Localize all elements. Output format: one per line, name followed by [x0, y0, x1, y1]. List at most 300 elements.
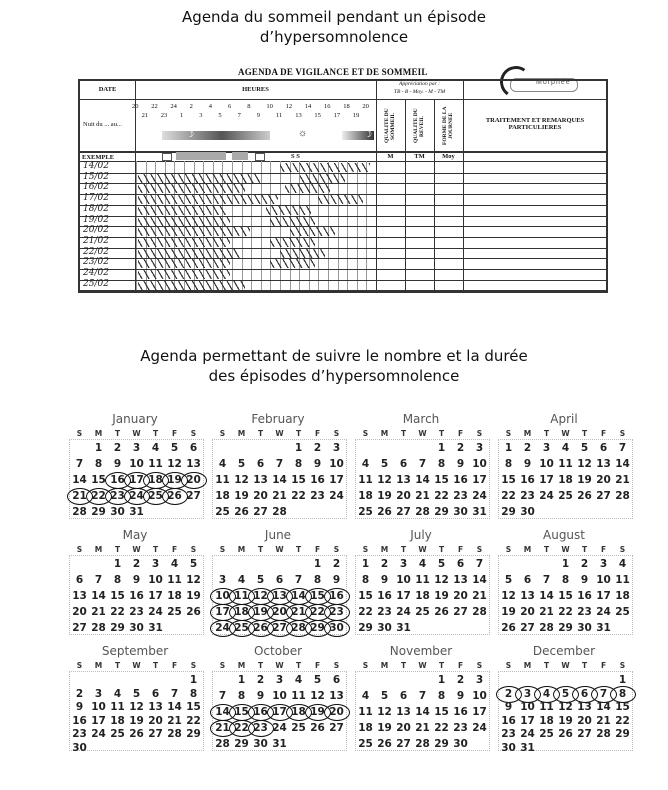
calendar-day: 30	[253, 738, 268, 750]
circled-day: 20	[270, 606, 289, 618]
calendar-day: 21	[272, 490, 287, 502]
circled-day: 22	[232, 722, 251, 734]
month-name: February	[251, 412, 305, 426]
calendar-day: 25	[167, 606, 182, 618]
calendar-day: 10	[596, 574, 611, 586]
calendar-day: 27	[396, 506, 411, 518]
weekday-header: W	[132, 429, 141, 438]
calendar-day: 16	[520, 474, 535, 486]
calendar-day: 26	[310, 722, 325, 734]
circled-day: 30	[327, 622, 346, 634]
calendar-day: 29	[501, 506, 516, 518]
month-january	[66, 412, 204, 522]
calendar-day: 22	[434, 722, 449, 734]
calendar-day: 9	[456, 690, 465, 702]
calendar-day: 5	[437, 558, 446, 570]
agenda-table	[78, 79, 608, 293]
sleep-hatch	[138, 217, 230, 226]
calendar-day: 28	[615, 490, 630, 502]
weekday-header: S	[476, 429, 483, 438]
calendar-day: 5	[237, 458, 246, 470]
hour-label: 24	[170, 103, 177, 110]
weekday-header: W	[561, 661, 570, 670]
calendar-day: 14	[539, 590, 554, 602]
calendar-day: 14	[72, 474, 87, 486]
calendar-day: 28	[415, 506, 430, 518]
month-october	[209, 644, 347, 754]
weekday-header: W	[275, 545, 284, 554]
month-name: March	[402, 412, 440, 426]
date-header: DATE	[98, 86, 117, 93]
calendar-day: 11	[615, 574, 630, 586]
calendar-day: 25	[539, 728, 554, 740]
calendar-day: 5	[380, 690, 389, 702]
calendar-day: 26	[501, 622, 516, 634]
weekday-header: T	[543, 429, 550, 438]
calendar-day: 24	[329, 490, 344, 502]
sleep-hatch	[138, 238, 230, 247]
weekday-header: W	[275, 661, 284, 670]
calendar-day: 21	[596, 714, 611, 727]
weekday-header: S	[76, 429, 83, 438]
calendar-day: 15	[110, 590, 125, 602]
sleep-hatch	[138, 195, 278, 204]
calendar-day: 5	[580, 442, 589, 454]
weekday-header: W	[132, 661, 141, 670]
month-name: June	[264, 528, 292, 542]
calendar-day: 6	[599, 442, 608, 454]
calendar-day: 7	[75, 458, 84, 470]
circled-day: 19	[165, 474, 184, 486]
weekday-header: S	[190, 429, 197, 438]
calendar-day: 17	[520, 714, 535, 727]
weekday-header: T	[152, 429, 159, 438]
calendar-day: 8	[437, 690, 446, 702]
calendar-day: 2	[75, 687, 84, 700]
calendar-day: 22	[434, 490, 449, 502]
circled-day: 25	[146, 490, 165, 502]
calendar-day: 1	[561, 558, 570, 570]
calendar-day: 6	[151, 687, 160, 700]
circled-day: 16	[251, 706, 270, 718]
calendar-day: 13	[577, 701, 592, 713]
calendar-day: 4	[294, 674, 303, 686]
circled-day: 13	[270, 590, 289, 602]
calendar-day: 6	[256, 458, 265, 470]
calendar-day: 27	[396, 738, 411, 750]
calendar-day: 9	[380, 574, 389, 586]
circled-day: 17	[270, 706, 289, 718]
calendar-day: 27	[596, 490, 611, 502]
treatment-header: TRAITEMENT ET REMARQUES PARTICULIERES	[485, 117, 585, 131]
calendar-day: 9	[313, 458, 322, 470]
calendar-day: 21	[539, 606, 554, 618]
calendar-day: 15	[291, 474, 306, 486]
circled-day: 18	[146, 474, 165, 486]
calendar-day: 3	[275, 674, 284, 686]
calendar-day: 9	[75, 701, 84, 713]
sleep-hatch	[138, 270, 230, 279]
bed-icon	[162, 153, 172, 161]
weekday-header: S	[476, 545, 483, 554]
calendar-day: 2	[456, 674, 465, 686]
calendar-day: 18	[558, 474, 573, 486]
weekday-header: T	[295, 545, 302, 554]
weekday-header: M	[380, 429, 389, 438]
hours-header: HEURES	[242, 86, 269, 93]
month-name: October	[253, 644, 303, 658]
weekday-header: T	[438, 429, 445, 438]
calendar-day: 24	[472, 490, 487, 502]
calendar-day: 16	[453, 474, 468, 486]
calendar-day: 2	[313, 442, 322, 454]
weekday-header: F	[314, 429, 321, 438]
calendar-day: 7	[218, 690, 227, 702]
calendar-day: 8	[294, 458, 303, 470]
hour-label: 18	[343, 103, 350, 110]
circled-day: 17	[127, 474, 146, 486]
hour-label: 6	[228, 103, 232, 110]
calendar-day: 7	[94, 574, 103, 586]
calendar-day: 31	[129, 506, 144, 518]
calendar-day: 3	[399, 558, 408, 570]
calendar-day: 18	[539, 714, 554, 727]
sleep-hatch	[300, 174, 345, 183]
month-name: December	[532, 644, 596, 658]
calendar-day: 21	[167, 714, 182, 727]
calendar-day: 11	[415, 574, 430, 586]
calendar-day: 26	[558, 728, 573, 740]
calendar-day: 14	[272, 474, 287, 486]
calendar-day: 13	[148, 701, 163, 713]
bottom-title-line1: Agenda permettant de suivre le nombre et la durée	[140, 347, 528, 365]
calendar-day: 11	[358, 706, 373, 718]
calendar-day: 8	[189, 687, 198, 700]
hour-label: 4	[208, 103, 213, 110]
weekday-header: S	[505, 545, 512, 554]
calendar-day: 9	[456, 458, 465, 470]
weekday-header: T	[543, 661, 550, 670]
weekday-header: F	[600, 429, 607, 438]
hour-label: 9	[256, 112, 261, 119]
col-divider	[463, 81, 464, 291]
calendar-day: 10	[539, 458, 554, 470]
calendar-day: 31	[596, 622, 611, 634]
sleep-hatch	[138, 249, 240, 258]
calendar-day: 11	[358, 474, 373, 486]
calendar-day: 17	[396, 590, 411, 602]
calendar-day: 31	[272, 738, 287, 750]
weekday-header: M	[237, 545, 246, 554]
calendar-day: 19	[577, 474, 592, 486]
calendar-day: 26	[186, 606, 201, 618]
night-gradient-mid	[222, 131, 270, 140]
calendar-day: 24	[596, 606, 611, 618]
calendar-day: 30	[129, 622, 144, 634]
hours-column-divider	[376, 81, 377, 291]
calendar-day: 20	[520, 606, 535, 618]
calendar-day: 18	[215, 490, 230, 502]
month-july	[352, 528, 490, 638]
calendar-day: 19	[558, 714, 573, 727]
calendar-day: 6	[456, 558, 465, 570]
weekday-header: M	[380, 545, 389, 554]
calendar-day: 27	[148, 728, 163, 740]
circled-day: 23	[108, 490, 127, 502]
appreciation-header: Appréciation par :	[399, 81, 440, 87]
row-divider	[80, 161, 606, 162]
calendar-day: 5	[170, 442, 179, 454]
calendar-day: 26	[377, 506, 392, 518]
sun-icon: ☼	[298, 128, 308, 139]
circled-day: 20	[184, 474, 203, 486]
circled-day: 16	[108, 474, 127, 486]
weekday-header: W	[418, 429, 427, 438]
calendar-day: 18	[358, 722, 373, 734]
hour-label: 13	[295, 112, 302, 119]
calendar-day: 11	[291, 690, 306, 702]
example-wake-quality: TM	[414, 153, 425, 160]
bottom-figure-title	[0, 346, 668, 386]
weekday-header: S	[333, 661, 340, 670]
calendar-day: 4	[151, 442, 160, 454]
calendar-day: 13	[453, 574, 468, 586]
circled-day: 27	[270, 622, 289, 634]
month-august	[495, 528, 633, 638]
calendar-day: 30	[453, 738, 468, 750]
weekday-header: F	[600, 545, 607, 554]
calendar-day: 4	[361, 458, 370, 470]
calendar-day: 12	[434, 574, 449, 586]
calendar-day: 27	[577, 728, 592, 740]
weekday-header: S	[362, 545, 369, 554]
weekday-header: M	[94, 545, 103, 554]
calendar-day: 16	[72, 714, 87, 727]
example-sleep-bar	[176, 152, 226, 160]
weekday-header: T	[152, 545, 159, 554]
circled-day: 25	[232, 622, 251, 634]
calendar-day: 22	[291, 490, 306, 502]
calendar-day: 12	[234, 474, 249, 486]
calendar-day: 1	[618, 674, 627, 686]
hour-label: 5	[218, 112, 222, 119]
month-name: January	[112, 412, 158, 426]
hour-label: 14	[304, 103, 312, 110]
circled-day: 15	[308, 590, 327, 602]
sleep-hatch	[138, 259, 230, 268]
calendar-day: 18	[415, 590, 430, 602]
calendar-day: 18	[615, 590, 630, 602]
sleep-hatch	[290, 227, 335, 236]
weekday-header: T	[400, 545, 407, 554]
calendar-day: 11	[558, 458, 573, 470]
calendar-day: 3	[542, 442, 551, 454]
calendar-day: 28	[167, 728, 182, 740]
weekday-header: M	[237, 661, 246, 670]
calendar-day: 24	[148, 606, 163, 618]
hour-label: 3	[199, 112, 203, 119]
calendar-day: 5	[132, 687, 141, 700]
weekday-header: T	[400, 429, 407, 438]
weekday-header: S	[219, 545, 226, 554]
calendar-day: 14	[472, 574, 487, 586]
calendar-day: 1	[437, 674, 446, 686]
weekday-header: F	[600, 661, 607, 670]
calendar-day: 21	[415, 722, 430, 734]
top-title-line1: Agenda du sommeil pendant un épisode	[182, 8, 486, 26]
circled-day: 2	[499, 688, 518, 700]
calendar-day: 24	[272, 722, 287, 734]
calendar-day: 4	[170, 558, 179, 570]
calendar-day: 6	[399, 458, 408, 470]
circled-day: 15	[232, 706, 251, 718]
weekday-header: S	[362, 429, 369, 438]
calendar-day: 1	[237, 674, 246, 686]
calendar-day: 23	[72, 728, 87, 740]
calendar-day: 23	[129, 606, 144, 618]
weekday-header: M	[523, 661, 532, 670]
sleep-hatch	[138, 184, 245, 193]
calendar-day: 3	[132, 442, 141, 454]
calendar-day: 29	[434, 506, 449, 518]
calendar-day: 9	[113, 458, 122, 470]
hour-label: 22	[151, 103, 158, 110]
calendar-day: 31	[520, 741, 535, 754]
weekday-header: M	[237, 429, 246, 438]
agenda-row-date: 21/02	[83, 235, 109, 246]
weekday-header: T	[438, 545, 445, 554]
calendar-day: 8	[313, 574, 322, 586]
hour-label: 15	[314, 112, 321, 119]
calendar-day: 16	[129, 590, 144, 602]
calendar-day: 9	[523, 458, 532, 470]
sleep-hatch	[138, 281, 245, 290]
circled-day: 24	[213, 622, 232, 634]
calendar-day: 24	[396, 606, 411, 618]
hour-label: 17	[333, 112, 341, 119]
calendar-day: 12	[558, 701, 573, 713]
calendar-day: 29	[558, 622, 573, 634]
calendar-day: 7	[418, 458, 427, 470]
agenda-row-date: 15/02	[83, 171, 109, 182]
circled-day: 7	[594, 688, 613, 700]
month-september	[66, 644, 204, 754]
calendar-day: 2	[332, 558, 341, 570]
calendar-day: 13	[72, 590, 87, 602]
month-june	[209, 528, 347, 638]
hour-label: 20	[362, 103, 369, 110]
weekday-header: M	[94, 429, 103, 438]
calendar-day: 23	[453, 490, 468, 502]
hour-label: 11	[276, 112, 283, 119]
calendar-day: 30	[577, 622, 592, 634]
circled-day: 6	[575, 688, 594, 700]
calendar-day: 12	[186, 574, 201, 586]
calendar-day: 3	[151, 558, 160, 570]
moon-icon: ☽	[364, 129, 373, 139]
calendar-day: 1	[313, 558, 322, 570]
circled-day: 20	[327, 706, 346, 718]
calendar-day: 24	[539, 490, 554, 502]
calendar-day: 15	[91, 474, 106, 486]
circled-day: 21	[70, 490, 89, 502]
circled-day: 8	[613, 688, 632, 700]
calendar-day: 8	[113, 574, 122, 586]
calendar-day: 17	[596, 590, 611, 602]
weekday-header: F	[171, 429, 178, 438]
calendar-day: 23	[310, 490, 325, 502]
top-figure-title	[0, 7, 668, 47]
weekday-header: S	[619, 661, 626, 670]
calendar-day: 1	[94, 442, 103, 454]
calendar-day: 16	[310, 474, 325, 486]
circled-day: 10	[213, 590, 232, 602]
month-name: July	[410, 528, 432, 542]
calendar-day: 17	[472, 706, 487, 718]
calendar-day: 7	[170, 687, 179, 700]
calendar-day: 27	[453, 606, 468, 618]
calendar-day: 24	[91, 728, 106, 740]
month-march	[352, 412, 490, 522]
calendar-day: 12	[501, 590, 516, 602]
calendar-day: 28	[72, 506, 87, 518]
calendar-day: 26	[434, 606, 449, 618]
calendar-day: 12	[310, 690, 325, 702]
month-name: August	[543, 528, 585, 542]
circled-day: 19	[251, 606, 270, 618]
calendar-day: 11	[167, 574, 182, 586]
calendar-day: 29	[434, 738, 449, 750]
calendar-day: 30	[377, 622, 392, 634]
calendar-day: 11	[148, 458, 163, 470]
weekday-header: T	[257, 429, 264, 438]
calendar-day: 17	[329, 474, 344, 486]
calendar-day: 15	[186, 701, 201, 713]
calendar-day: 7	[475, 558, 484, 570]
calendar-day: 16	[501, 714, 516, 727]
weekday-header: T	[295, 661, 302, 670]
calendar-day: 1	[361, 558, 370, 570]
circled-day: 22	[308, 606, 327, 618]
weekday-header: W	[418, 545, 427, 554]
calendar-day: 13	[329, 690, 344, 702]
calendar-day: 6	[275, 574, 284, 586]
circled-day: 26	[251, 622, 270, 634]
calendar-day: 9	[332, 574, 341, 586]
weekday-header: F	[171, 661, 178, 670]
calendar-day: 7	[418, 690, 427, 702]
calendar-day: 11	[215, 474, 230, 486]
agenda-row-date: 18/02	[83, 203, 109, 214]
sleep-hatch	[280, 163, 370, 172]
calendar-day: 12	[377, 474, 392, 486]
hour-label: 21	[141, 112, 149, 119]
month-name: May	[122, 528, 148, 542]
calendar-day: 26	[234, 506, 249, 518]
weekday-header: S	[619, 429, 626, 438]
sleep-hatch	[280, 249, 325, 258]
example-divider	[80, 151, 606, 153]
calendar-day: 6	[189, 442, 198, 454]
example-sleep-bar	[232, 152, 248, 160]
circled-day: 21	[289, 606, 308, 618]
calendar-day: 13	[596, 458, 611, 470]
calendar-day: 8	[361, 574, 370, 586]
calendar-day: 19	[234, 490, 249, 502]
circled-day: 17	[213, 606, 232, 618]
calendar-day: 25	[358, 738, 373, 750]
calendar-day: 3	[475, 674, 484, 686]
